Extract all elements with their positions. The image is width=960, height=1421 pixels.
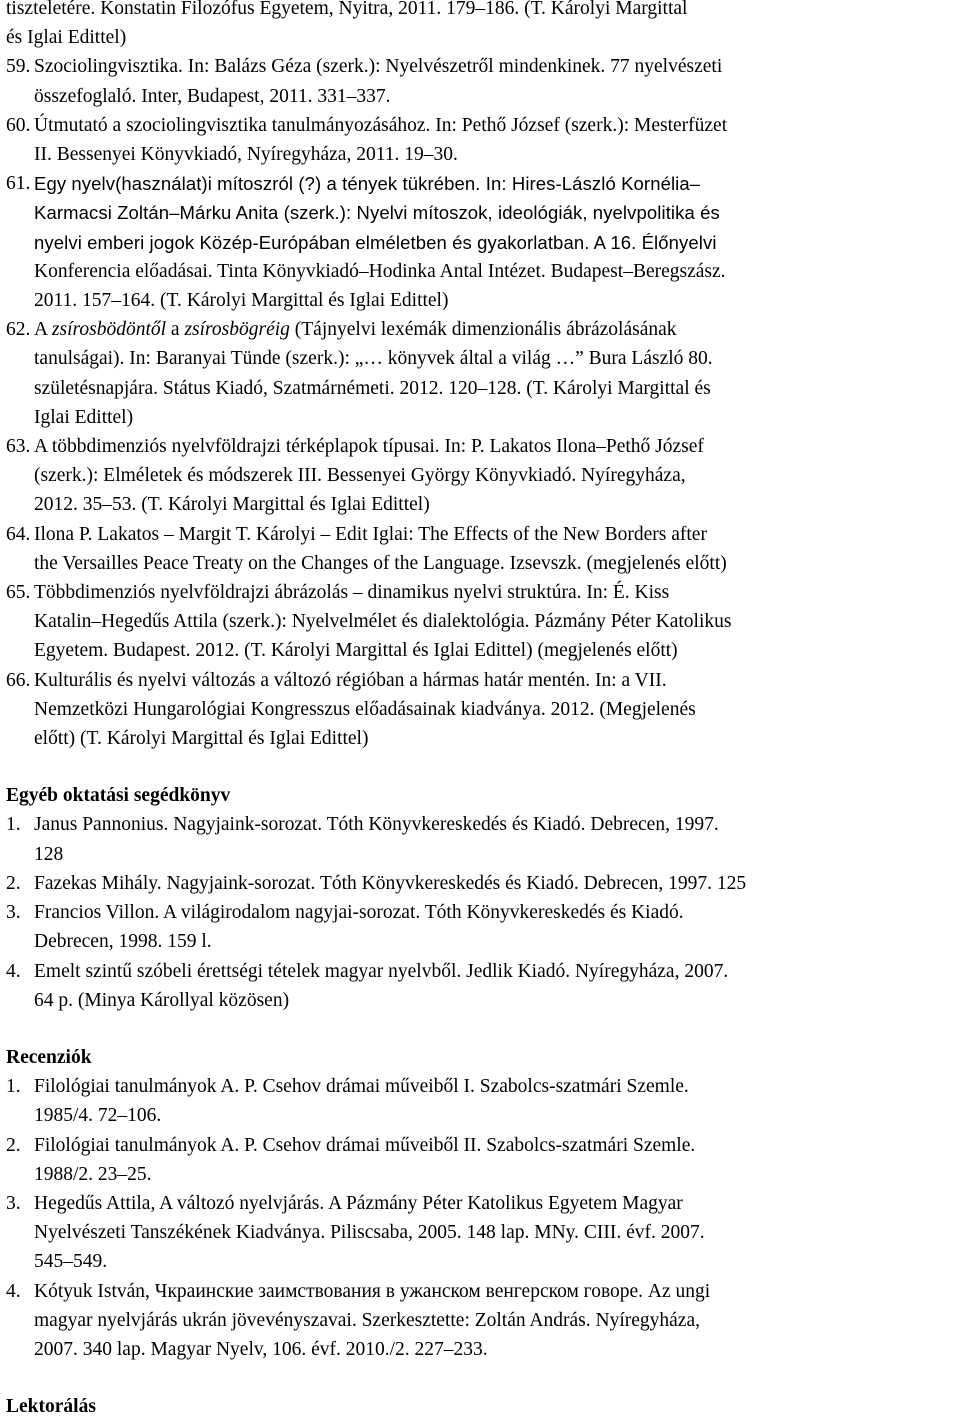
entry-number: 63. — [6, 436, 31, 458]
textbook-item-4 — [6, 957, 954, 1015]
entry-number: 61. — [6, 173, 31, 195]
item-line: 1985/4. 72–106. — [34, 1105, 162, 1127]
section-heading-textbooks: Egyéb oktatási segédkönyv — [6, 785, 231, 807]
bibliography-entry-63 — [6, 432, 954, 520]
entry-line: 2012. 35–53. (T. Károlyi Margittal és Iglai Edittel) — [34, 494, 430, 516]
entry-line: Nemzetközi Hungarológiai Kongresszus előadásainak kiadványa. 2012. (Megjelenés — [34, 698, 696, 720]
entry-line: nyelvi emberi jogok Közép-Európában elméletben és gyakorlatban. A 16. Élőnyelvi — [34, 231, 717, 253]
item-number: 3. — [6, 1192, 21, 1214]
bibliography-entry-62 — [6, 315, 954, 432]
bibliography-entry-59 — [6, 52, 954, 110]
item-number: 1. — [6, 814, 21, 836]
item-line: Nyelvészeti Tanszékének Kiadványa. Piliscsaba, 2005. 148 lap. MNy. CIII. évf. 2007. — [34, 1222, 705, 1244]
item-line: 128 — [34, 843, 64, 865]
item-number: 1. — [6, 1076, 21, 1098]
item-number: 4. — [6, 960, 21, 982]
item-line: Hegedűs Attila, A változó nyelvjárás. A Pázmány Péter Katolikus Egyetem Magyar — [34, 1192, 683, 1214]
entry-line: Többdimenziós nyelvföldrajzi ábrázolás – dinamikus nyelvi struktúra. In: É. Kiss — [34, 582, 670, 604]
bibliography-entry-66 — [6, 666, 954, 754]
section-heading-proofreading: Lektorálás — [6, 1396, 96, 1418]
review-item-4 — [6, 1277, 954, 1365]
item-line: Filológiai tanulmányok A. P. Csehov drámai műveiből II. Szabolcs-szatmári Szemle. — [34, 1134, 696, 1156]
item-line: 545–549. — [34, 1251, 108, 1273]
item-line: Debrecen, 1998. 159 l. — [34, 931, 212, 953]
entry-text: a — [166, 319, 185, 341]
item-line: Kótyuk István, Чкраинские заимствования в ужанском венгерском говоре. Az ungi — [34, 1280, 711, 1302]
item-number: 3. — [6, 902, 21, 924]
entry-line: A többdimenziós nyelvföldrajzi térképlapok típusai. In: P. Lakatos Ilona–Pethő József — [34, 436, 704, 458]
bibliography-entry-60 — [6, 111, 954, 169]
item-line: 2007. 340 lap. Magyar Nyelv, 106. évf. 2010./2. 227–233. — [34, 1338, 488, 1360]
entry-line: Egyetem. Budapest. 2012. (T. Károlyi Margittal és Iglai Edittel) (megjelenés előtt) — [34, 640, 678, 662]
italic-term: zsírosbögréig — [184, 319, 290, 341]
entry-number: 66. — [6, 669, 31, 691]
item-line: Francios Villon. A világirodalom nagyjai-sorozat. Tóth Könyvkereskedés és Kiadó. — [34, 902, 684, 924]
top-fragment — [6, 0, 954, 52]
entry-number: 62. — [6, 319, 31, 341]
entry-number: 64. — [6, 523, 31, 545]
item-line: 64 p. (Minya Károllyal közösen) — [34, 989, 290, 1011]
textbook-item-1 — [6, 810, 954, 868]
entry-line: Katalin–Hegedűs Attila (szerk.): Nyelvelmélet és dialektológia. Pázmány Péter Katolikus — [34, 611, 732, 633]
entry-line: összefoglaló. Inter, Budapest, 2011. 331–337. — [34, 85, 391, 107]
entry-line: Szociolingvisztika. In: Balázs Géza (szerk.): Nyelvészetről mindenkinek. 77 nyelvészeti — [34, 56, 723, 78]
item-number: 2. — [6, 1134, 21, 1156]
item-line: Janus Pannonius. Nagyjaink-sorozat. Tóth Könyvkereskedés és Kiadó. Debrecen, 1997. — [34, 814, 719, 836]
item-line: Fazekas Mihály. Nagyjaink-sorozat. Tóth Könyvkereskedés és Kiadó. Debrecen, 1997. 125 — [34, 872, 747, 894]
item-line: Filológiai tanulmányok A. P. Csehov drámai műveiből I. Szabolcs-szatmári Szemle. — [34, 1076, 689, 1098]
entry-line: születésnapjára. Státus Kiadó, Szatmárnémeti. 2012. 120–128. (T. Károlyi Margittal és — [34, 377, 711, 399]
entry-line: előtt) (T. Károlyi Margittal és Iglai Edittel) — [34, 728, 369, 750]
italic-term: zsírosbödöntől — [51, 319, 167, 341]
fragment-line: tiszteletére. Konstatin Filozófus Egyetem, Nyitra, 2011. 179–186. (T. Károlyi Margittal — [6, 0, 688, 19]
entry-line: tanulságai). In: Baranyai Tünde (szerk.): „… könyvek által a világ …” Bura László 80. — [34, 348, 713, 370]
entry-line: Konferencia előadásai. Tinta Könyvkiadó–Hodinka Antal Intézet. Budapest–Beregszász. — [34, 260, 726, 282]
review-item-1 — [6, 1072, 954, 1130]
bibliography-entry-64 — [6, 520, 954, 578]
entry-line: Útmutató a szociolingvisztika tanulmányozásához. In: Pethő József (szerk.): Mesterfüzet — [34, 114, 728, 136]
entry-line: Ilona P. Lakatos – Margit T. Károlyi – Edit Iglai: The Effects of the New Borders after — [34, 523, 707, 545]
entry-line: Karmacsi Zoltán–Márku Anita (szerk.): Nyelvi mítoszok, ideológiák, nyelvpolitika és — [34, 202, 720, 224]
entry-line: Egy nyelv(használat)i mítoszról (?) a tények tükrében. In: Hires-László Kornélia– — [34, 173, 701, 195]
entry-line: Kulturális és nyelvi változás a változó régióban a hármas határ mentén. In: a VII. — [34, 669, 667, 691]
entry-line: 2011. 157–164. (T. Károlyi Margittal és Iglai Edittel) — [34, 290, 449, 312]
entry-line: Iglai Edittel) — [34, 406, 134, 428]
entry-number: 65. — [6, 582, 31, 604]
entry-line: (szerk.): Elméletek és módszerek III. Bessenyei György Könyvkiadó. Nyíregyháza, — [34, 465, 686, 487]
item-line: magyar nyelvjárás ukrán jövevényszavai. Szerkesztette: Zoltán András. Nyíregyháza, — [34, 1309, 700, 1331]
item-line: 1988/2. 23–25. — [34, 1163, 152, 1185]
entry-line — [34, 315, 954, 344]
review-item-2 — [6, 1131, 954, 1189]
item-number: 4. — [6, 1280, 21, 1302]
review-item-3 — [6, 1189, 954, 1277]
entry-number: 59. — [6, 56, 31, 78]
entry-number: 60. — [6, 114, 31, 136]
bibliography-entry-61 — [6, 169, 954, 315]
entry-text: A — [34, 319, 52, 341]
item-number: 2. — [6, 872, 21, 894]
fragment-line: és Iglai Edittel) — [6, 27, 127, 49]
item-line: Emelt szintű szóbeli érettségi tételek magyar nyelvből. Jedlik Kiadó. Nyíregyháza, 2007. — [34, 960, 729, 982]
textbook-item-3 — [6, 898, 954, 956]
textbook-item-2 — [6, 869, 954, 898]
section-heading-reviews: Recenziók — [6, 1046, 92, 1068]
entry-text: (Tájnyelvi lexémák dimenzionális ábrázolásának — [289, 319, 677, 341]
entry-line: the Versailles Peace Treaty on the Changes of the Language. Izsevszk. (megjelenés előtt) — [34, 552, 727, 574]
bibliography-entry-65 — [6, 578, 954, 666]
entry-line: II. Bessenyei Könyvkiadó, Nyíregyháza, 2011. 19–30. — [34, 144, 458, 166]
